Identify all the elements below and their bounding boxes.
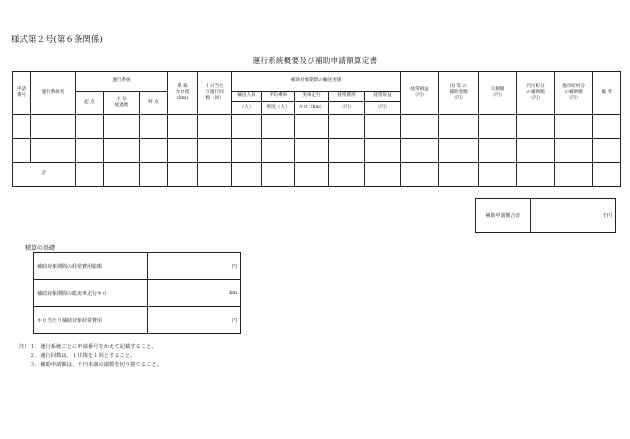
table-cell[interactable] bbox=[401, 163, 439, 187]
basis-title: 積算の基礎 bbox=[25, 245, 56, 252]
header-other-share: 他市町村分 の補助額 （円） bbox=[555, 72, 593, 115]
basis-label: 補助対象期間の総実車走行キロ bbox=[34, 280, 148, 307]
note-line: ２．運行回数は、１往復を１回とすること。 bbox=[19, 353, 136, 359]
table-cell[interactable] bbox=[439, 163, 479, 187]
header-city-share: 円川町分 の補助額 （円） bbox=[517, 72, 555, 115]
table-cell[interactable] bbox=[198, 115, 232, 139]
table-cell[interactable] bbox=[13, 139, 31, 163]
table-cell[interactable] bbox=[593, 139, 621, 163]
table-cell[interactable] bbox=[262, 163, 295, 187]
header-revenue: 経常収益 bbox=[365, 92, 401, 102]
basis-label: キロ当たり補助対象経常費用 bbox=[34, 307, 148, 334]
table-cell[interactable] bbox=[479, 115, 517, 139]
table-cell[interactable] bbox=[295, 139, 329, 163]
table-cell[interactable] bbox=[401, 115, 439, 139]
basis-table bbox=[33, 252, 241, 334]
basis-unit: 円 bbox=[231, 263, 237, 270]
header-waypoint: 主 な 経過地 bbox=[104, 92, 140, 115]
route-subsidy-table bbox=[12, 71, 621, 187]
header-actual-results: 補助対象期間の輸送実績 bbox=[232, 72, 401, 92]
table-cell[interactable] bbox=[104, 139, 140, 163]
table-cell[interactable] bbox=[439, 115, 479, 139]
header-origin: 起 点 bbox=[76, 92, 104, 115]
table-cell[interactable] bbox=[479, 163, 517, 187]
table-cell[interactable] bbox=[329, 163, 365, 187]
table-row bbox=[13, 115, 621, 139]
table-cell[interactable] bbox=[365, 115, 401, 139]
table-cell[interactable] bbox=[198, 139, 232, 163]
table-cell[interactable] bbox=[76, 163, 104, 187]
header-cost-unit: （円） bbox=[329, 102, 365, 115]
table-cell[interactable] bbox=[31, 115, 76, 139]
table-cell[interactable] bbox=[401, 139, 439, 163]
header-loss: 経常損益 （円） bbox=[401, 72, 439, 115]
table-cell[interactable] bbox=[262, 139, 295, 163]
table-cell[interactable] bbox=[140, 163, 168, 187]
table-cell[interactable] bbox=[329, 115, 365, 139]
table-cell[interactable] bbox=[517, 115, 555, 139]
table-cell[interactable] bbox=[104, 115, 140, 139]
table-row bbox=[13, 139, 621, 163]
header-route: 運行系統 bbox=[76, 72, 168, 92]
basis-value[interactable] bbox=[148, 307, 241, 334]
table-cell[interactable] bbox=[140, 139, 168, 163]
header-avg-occupancy-unit: 密度（人） bbox=[262, 102, 295, 115]
table-cell[interactable] bbox=[168, 163, 198, 187]
table-cell[interactable] bbox=[140, 115, 168, 139]
header-app-no: 申請 番号 bbox=[13, 72, 31, 115]
basis-unit: 円 bbox=[231, 317, 237, 324]
table-cell[interactable] bbox=[517, 163, 555, 187]
table-cell[interactable] bbox=[76, 139, 104, 163]
subsidy-total-value[interactable] bbox=[531, 199, 616, 233]
document-title: 運行系統概要及び補助申請額算定書 bbox=[252, 56, 378, 65]
table-cell[interactable] bbox=[555, 163, 593, 187]
table-cell[interactable] bbox=[555, 139, 593, 163]
table-cell[interactable] bbox=[479, 139, 517, 163]
table-cell[interactable] bbox=[13, 115, 31, 139]
table-cell[interactable] bbox=[168, 115, 198, 139]
table-cell[interactable] bbox=[31, 139, 76, 163]
subsidy-total-label: 補助申請額合計 bbox=[476, 199, 531, 233]
table-cell[interactable] bbox=[232, 163, 262, 187]
header-passengers-unit: （人） bbox=[232, 102, 262, 115]
subsidy-total-box bbox=[475, 198, 616, 233]
header-daily-trips: １日当た り運行回 数（回） bbox=[198, 72, 232, 115]
header-avg-occupancy: 平均乗車 bbox=[262, 92, 295, 102]
table-cell[interactable] bbox=[168, 139, 198, 163]
total-row bbox=[13, 163, 621, 187]
table-cell[interactable] bbox=[593, 163, 621, 187]
basis-unit: km bbox=[229, 290, 237, 296]
table-cell[interactable] bbox=[365, 139, 401, 163]
table-cell[interactable] bbox=[104, 163, 140, 187]
table-cell[interactable] bbox=[295, 115, 329, 139]
table-cell[interactable] bbox=[232, 115, 262, 139]
note-line: 注）１．運行系統ごとに申請番号をかえて記載すること。 bbox=[19, 344, 157, 350]
total-label: 計 bbox=[13, 163, 76, 187]
table-cell[interactable] bbox=[232, 139, 262, 163]
header-cost: 経常費用 bbox=[329, 92, 365, 102]
table-cell[interactable] bbox=[198, 163, 232, 187]
table-cell[interactable] bbox=[365, 163, 401, 187]
header-route-name: 運行系統名 bbox=[31, 72, 76, 115]
form-number: 様式第２号(第６条関係) bbox=[11, 35, 103, 45]
table-cell[interactable] bbox=[262, 115, 295, 139]
table-cell[interactable] bbox=[555, 115, 593, 139]
table-cell[interactable] bbox=[76, 115, 104, 139]
note-line: ３．補助申請額は、千円未満の端数を切り捨てること。 bbox=[19, 362, 163, 368]
subsidy-total-unit: 千円 bbox=[601, 213, 612, 219]
table-cell[interactable] bbox=[295, 163, 329, 187]
header-actual-km: 実車走行 bbox=[295, 92, 329, 102]
basis-label: 補助対象期間の経常費用総額 bbox=[34, 253, 148, 280]
basis-value[interactable] bbox=[148, 253, 241, 280]
header-national-subsidy: 国 等 の 補助金額 （円） bbox=[439, 72, 479, 115]
header-terminus: 終 点 bbox=[140, 92, 168, 115]
header-passengers: 輸送人員 bbox=[232, 92, 262, 102]
table-cell[interactable] bbox=[593, 115, 621, 139]
header-route-km: 系 統 キロ程 (km) bbox=[168, 72, 198, 115]
header-revenue-unit: （円） bbox=[365, 102, 401, 115]
table-cell[interactable] bbox=[329, 139, 365, 163]
basis-value[interactable] bbox=[148, 280, 241, 307]
table-cell[interactable] bbox=[439, 139, 479, 163]
header-actual-km-unit: キロ（km） bbox=[295, 102, 329, 115]
table-cell[interactable] bbox=[517, 139, 555, 163]
notes bbox=[19, 343, 162, 370]
header-deficit: 欠損額 （円） bbox=[479, 72, 517, 115]
header-remarks: 備 考 bbox=[593, 72, 621, 115]
